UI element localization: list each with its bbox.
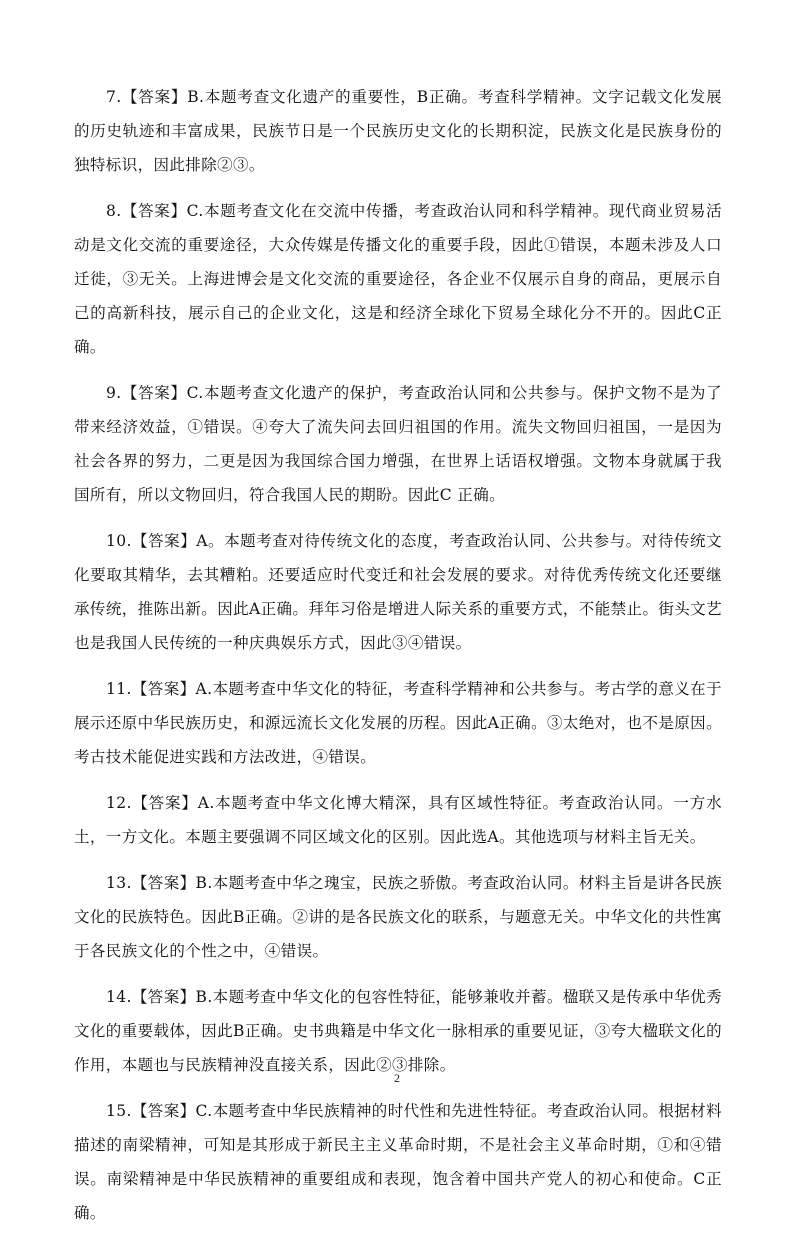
answer-10: 10.【答案】A。本题考查对待传统文化的态度，考查政治认同、公共参与。对待传统文化要取其精华，去其糟粕。还要适应时代变迁和社会发展的要求。对待优秀传统文化还要继承传统，推陈出新。因此A正确。拜年习俗是增进人际关系的重要方式，不能禁止。街头文艺也是我国人民传统的一种庆典娱乐方式，因此③④错误。 <box>74 532 722 652</box>
answer-list <box>74 80 722 1242</box>
answer-9: 9.【答案】C.本题考查文化遗产的保护，考查政治认同和公共参与。保护文物不是为了带来经济效益，①错误。④夸大了流失问去回归祖国的作用。流失文物回归祖国，一是因为社会各界的努力，二更是因为我国综合国力增强，在世界上话语权增强。文物本身就属于我国所有，所以文物回归，符合我国人民的期盼。因此C 正确。 <box>74 384 722 504</box>
answer-14: 14.【答案】B.本题考查中华文化的包容性特征，能够兼收并蓄。楹联又是传承中华优秀文化的重要载体，因此B正确。史书典籍是中华文化一脉相承的重要见证，③夸大楹联文化的作用，本题也与民族精神没直接关系，因此②③排除。 <box>74 988 722 1074</box>
page-number: 2 <box>394 1071 400 1085</box>
answer-7: 7.【答案】B.本题考查文化遗产的重要性，B正确。考查科学精神。文字记载文化发展的历史轨迹和丰富成果，民族节日是一个民族历史文化的长期积淀，民族文化是民族身份的独特标识，因此排除②③。 <box>74 88 722 174</box>
answer-8: 8.【答案】C.本题考查文化在交流中传播，考查政治认同和科学精神。现代商业贸易活动是文化交流的重要途径，大众传媒是传播文化的重要手段，因此①错误，本题未涉及人口迁徙，③无关。上海进博会是文化交流的重要途径，各企业不仅展示自身的商品，更展示自己的高新科技，展示自己的企业文化，这是和经济全球化下贸易全球化分不开的。因此C正确。 <box>74 202 722 356</box>
answer-13: 13.【答案】B.本题考查中华之瑰宝，民族之骄傲。考查政治认同。材料主旨是讲各民族文化的民族特色。因此B正确。②讲的是各民族文化的联系，与题意无关。中华文化的共性寓于各民族文化的个性之中，④错误。 <box>74 874 722 960</box>
answer-11: 11.【答案】A.本题考查中华文化的特征，考查科学精神和公共参与。考古学的意义在于展示还原中华民族历史，和源远流长文化发展的历程。因此A正确。③太绝对，也不是原因。考古技术能促进实践和方法改进，④错误。 <box>74 680 722 766</box>
answer-12: 12.【答案】A.本题考查中华文化博大精深，具有区域性特征。考查政治认同。一方水土，一方文化。本题主要强调不同区域文化的区别。因此选A。其他选项与材料主旨无关。 <box>74 794 722 846</box>
answer-15: 15.【答案】C.本题考查中华民族精神的时代性和先进性特征。考查政治认同。根据材料描述的南梁精神，可知是其形成于新民主主义革命时期，不是社会主义革命时期，①和④错误。南梁精神是中华民族精神的重要组成和表现，饱含着中国共产党人的初心和使命。C正确。 <box>74 1102 722 1222</box>
